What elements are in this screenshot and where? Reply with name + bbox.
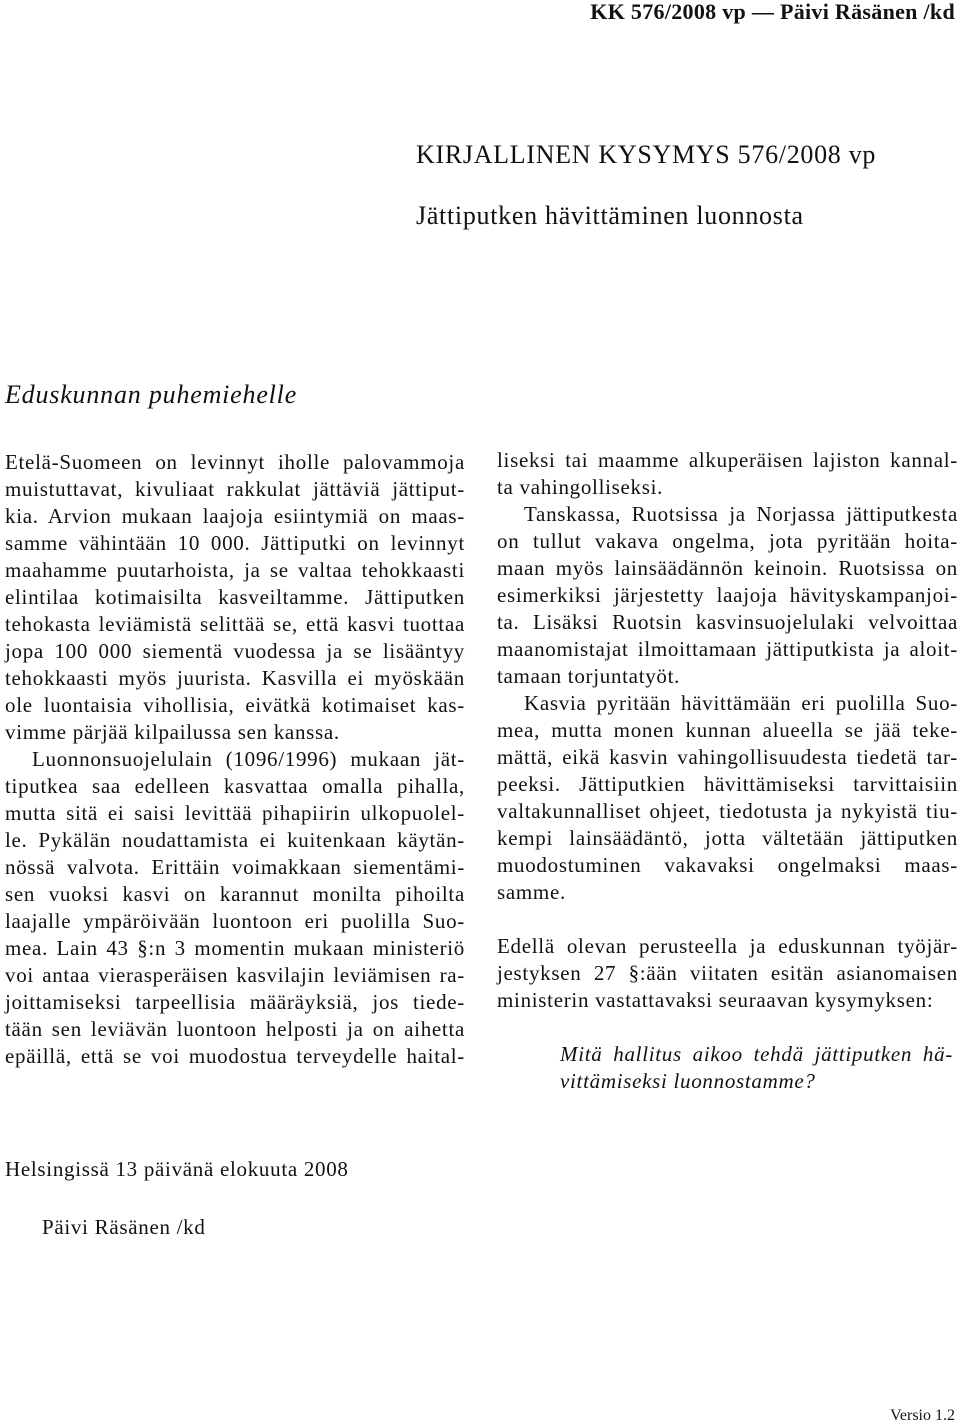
paragraph-gap: [497, 1014, 958, 1041]
text-line: nössä valvota. Erittäin voimakkaan siementämi-: [5, 855, 465, 879]
text-line: tehokasta leviämistä selittää se, että kasvi tuottaa: [5, 612, 465, 636]
running-header: KK 576/2008 vp — Päivi Räsänen /kd: [590, 0, 955, 24]
text-line: tamaan torjuntatyöt.: [497, 664, 681, 688]
text-line: vimme pärjää kilpailussa sen kanssa.: [5, 720, 340, 744]
text-line: samme.: [497, 880, 566, 904]
text-line: muodostuminen vakavaksi ongelmaksi maas-: [497, 853, 958, 877]
document-subtitle: Jättiputken hävittäminen luonnosta: [416, 201, 804, 230]
text-line: mea. Lain 43 §:n 3 momentin mukaan ministeriö: [5, 936, 465, 960]
text-line: ta vahingolliseksi.: [497, 475, 664, 499]
addressee: Eduskunnan puhemiehelle: [5, 380, 298, 409]
text-line: ta. Lisäksi Ruotsin kasvinsuojelulaki velvoittaa: [497, 610, 958, 634]
text-line: laajalle ympäröivään luontoon eri puolilla Suo-: [5, 909, 465, 933]
text-line: tiputkea saa edelleen kasvattaa omalla pihalla,: [5, 774, 465, 798]
paragraph-gap: [497, 906, 958, 933]
question-line: Mitä hallitus aikoo tehdä jättiputken hä-: [560, 1042, 953, 1066]
text-line: elintilaa kotimaisilta kasveiltamme. Jättiputken: [5, 585, 465, 609]
text-line: jopa 100 000 siementä vuodessa ja se lisääntyy: [5, 639, 465, 663]
text-line: maanomistajat ilmoittamaan jättiputkista ja aloit-: [497, 637, 958, 661]
closing-line: Edellä olevan perusteella ja eduskunnan työjär-: [497, 934, 958, 958]
text-line: mättä, eikä kasvin vahingollisuudesta tiedetä tar-: [497, 745, 958, 769]
text-line: esimerkiksi järjestetty laajoja hävityskampanjoi-: [497, 583, 958, 607]
text-line: samme vähintään 10 000. Jättiputki on levinnyt: [5, 531, 465, 555]
text-line: Kasvia pyritään hävittämään eri puolilla Suo-: [524, 691, 958, 715]
text-line: Luonnonsuojelulain (1096/1996) mukaan jät-: [32, 747, 465, 771]
text-line: kia. Arvion mukaan laajoja esiintymiä on maas-: [5, 504, 465, 528]
text-line: on tullut vakava ongelma, jota pyritään hoita-: [497, 529, 958, 553]
closing-line: jestyksen 27 §:ään viitaten esitän asianomaisen: [497, 961, 958, 985]
text-line: maan myös lainsäädännön keinoin. Ruotsissa on: [497, 556, 958, 580]
text-line: joittamiseksi tarpeellisia määräyksiä, jos tiede-: [5, 990, 465, 1014]
text-line: liseksi tai maamme alkuperäisen lajiston kannal-: [497, 448, 958, 472]
version-label: Versio 1.2: [890, 1407, 955, 1424]
text-line: sen vuoksi kasvi on karannut monilta pihoilta: [5, 882, 465, 906]
text-line: mutta sitä ei saisi levittää pihapiirin ulkopuolel-: [5, 801, 465, 825]
text-line: valtakunnalliset ohjeet, tiedotusta ja nykyistä tiu-: [497, 799, 958, 823]
document-title: KIRJALLINEN KYSYMYS 576/2008 vp: [416, 140, 877, 169]
right-column: [497, 447, 958, 1095]
left-column: [5, 449, 465, 1070]
text-line: voi antaa vierasperäisen kasvilajin leviämisen ra-: [5, 963, 465, 987]
text-line: tehokkaasti myös juurista. Kasvilla ei myöskään: [5, 666, 465, 690]
text-line: maahamme puutarhoista, ja se valtaa tehokkaasti: [5, 558, 465, 582]
text-line: mea, mutta monen kunnan alueella se jää teke-: [497, 718, 958, 742]
place-and-date: Helsingissä 13 päivänä elokuuta 2008: [5, 1157, 349, 1181]
text-line: ole luontaisia vihollisia, eivätkä kotimaiset kas-: [5, 693, 465, 717]
text-line: kempi lainsäädäntö, jotta vältetään jättiputken: [497, 826, 958, 850]
text-line: Tanskassa, Ruotsissa ja Norjassa jättiputkesta: [524, 502, 958, 526]
closing-line: ministerin vastattavaksi seuraavan kysymyksen:: [497, 988, 934, 1012]
question-line: vittämiseksi luonnostamme?: [560, 1069, 816, 1093]
text-line: Etelä-Suomeen on levinnyt iholle palovammoja: [5, 450, 465, 474]
text-line: tään sen leviävän luontoon helposti ja on aihetta: [5, 1017, 465, 1041]
text-line: muistuttavat, kivuliaat rakkulat jättäviä jättiput-: [5, 477, 465, 501]
signature: Päivi Räsänen /kd: [42, 1215, 206, 1239]
text-line: le. Pykälän noudattamista ei kuitenkaan käytän-: [5, 828, 465, 852]
text-line: peeksi. Jättiputkien hävittämiseksi tarvittaisiin: [497, 772, 958, 796]
text-line: epäillä, että se voi muodostua terveydelle haital-: [5, 1044, 465, 1068]
